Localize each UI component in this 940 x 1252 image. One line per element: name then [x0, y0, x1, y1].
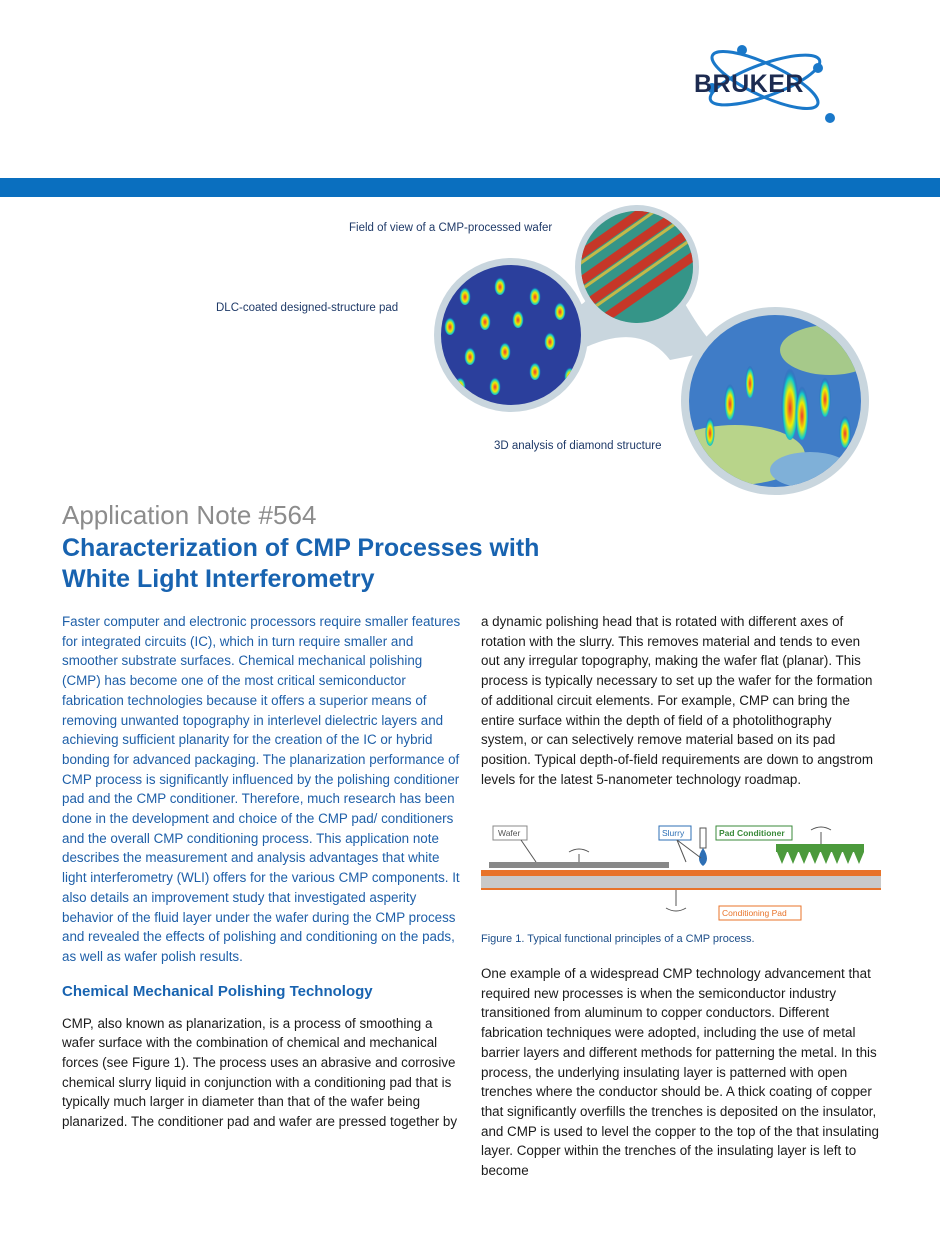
- right-column-top: [481, 612, 881, 789]
- pad-label: Conditioning Pad: [722, 908, 787, 918]
- title-line-1: Characterization of CMP Processes with: [62, 534, 540, 562]
- title-line-2: White Light Interferometry: [62, 565, 375, 593]
- right-column-bottom: [481, 964, 881, 1181]
- bruker-logo: [690, 40, 840, 130]
- conditioning-pad-top: [481, 870, 881, 876]
- conditioner-label: Pad Conditioner: [719, 828, 785, 838]
- brand-name: BRUKER: [694, 70, 804, 98]
- platen: [481, 876, 881, 888]
- slurry-label: Slurry: [662, 828, 685, 838]
- figure-caption: Figure 1. Typical functional principles of a CMP process.: [481, 933, 755, 945]
- header-band: [0, 178, 940, 197]
- conditioner-shape: [776, 844, 864, 852]
- left-column: [62, 612, 464, 1132]
- cmp-process-diagram: [481, 818, 881, 930]
- callout-pad: DLC-coated designed-structure pad: [216, 302, 399, 314]
- document-title: [62, 533, 682, 595]
- callout-diamond: 3D analysis of diamond structure: [494, 440, 662, 452]
- intro-paragraph: Faster computer and electronic processors require smaller features for integrated circuits (IC), which in turn require smaller and smoother substrate surfaces. Chemical mechanical polishing (CMP) has become one of the most critical semiconductor fabrication technologies because it offers a superior means of removing unwanted topography in interlevel dielectric layers and achieving sufficient planarity for the creation of the IC or hybrid bonding for advanced packaging. The planarization performance of CMP process is significantly influenced by the polishing conditioner pad and the CMP conditioner. Therefore, much research has been done in the development and choice of the CMP pad/ conditioners and the overall CMP conditioning process. This application note describes the measurement and analysis advantages that white light interferometry (WLI) offers for the various CMP components. It also details an improvement study that investigated asperity behavior of the fluid layer under the wafer during the CMP process and revealed the effects of polishing and conditioning on the pads, as well as wafer polish results.: [62, 614, 461, 964]
- right-paragraph-1: a dynamic polishing head that is rotated with different axes of rotation with the slurry. This removes material and tends to even out any irregular topography, making the wafer flat (planar). This process is typically necessary to set up the wafer for the formation of additional circuit elements. For example, CMP can bring the entire surface within the depth of field of a photolithography system, or can selectively remove material based on its pad position. Typical depth-of-field requirements are down to angstrom levels for the latest 5-nanometer technology roadmap.: [481, 614, 874, 787]
- right-paragraph-2: One example of a widespread CMP technology advancement that required new processes is when the semiconductor industry transitioned from aluminum to copper conductors. Different fabrication techniques were adopted, including the use of metal barrier layers and different methods for patterning the metal. In this process, the underlying insulating layer is patterned with open trenches where the conductor should be. A thick coating of copper that significantly overfills the trenches is deposited on the insulator, and CMP is used to level the copper to the top of the that insulating layer. Copper within the trenches of the insulating layer is left to become: [481, 966, 880, 1179]
- wafer-shape: [489, 862, 669, 868]
- section-paragraph: CMP, also known as planarization, is a process of smoothing a wafer surface with the combination of chemical and mechanical forces (see Figure 1). The process uses an abrasive and corrosive chemical slurry liquid in conjunction with a conditioning pad that is typically much larger in diameter than that of the wafer being planarized. The conditioner pad and wafer are pressed together by: [62, 1015, 458, 1130]
- section-heading: Chemical Mechanical Polishing Technology: [62, 982, 373, 1000]
- wafer-label: Wafer: [498, 828, 521, 838]
- hero-graphic: [430, 200, 880, 500]
- callout-wafer: Field of view of a CMP-processed wafer: [349, 222, 553, 234]
- note-number: Application Note #564: [62, 500, 317, 530]
